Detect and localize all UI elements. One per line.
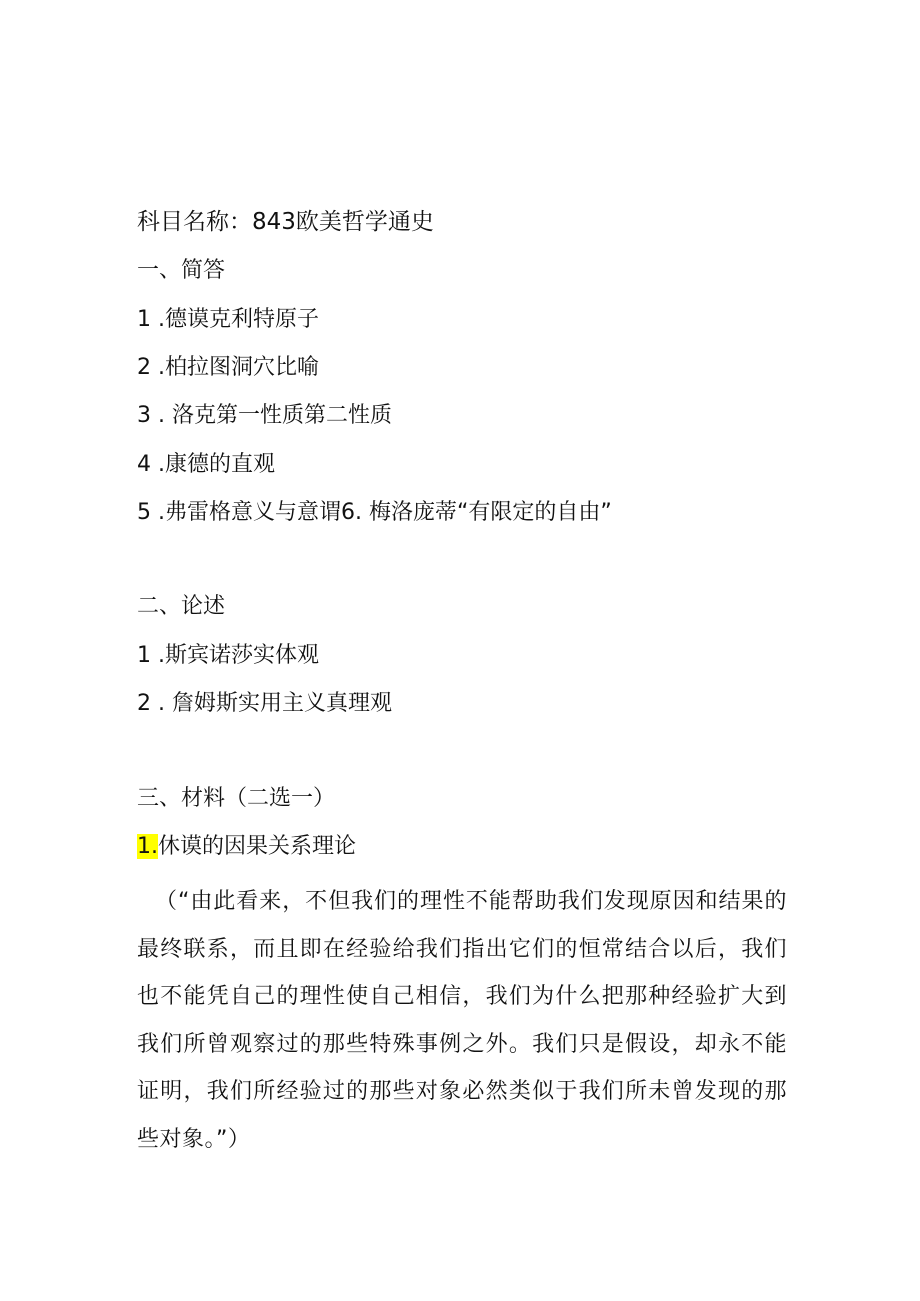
question-item: 2 . 詹姆斯实用主义真理观 [137, 691, 392, 716]
question-item: 1 .德谟克利特原子 [137, 307, 319, 332]
question-item: 1 .斯宾诺莎实体观 [137, 643, 319, 668]
question-item-title: 休谟的因果关系理论 [158, 834, 357, 859]
question-item: 3 . 洛克第一性质第二性质 [137, 403, 392, 428]
question-item: 2 .柏拉图洞穴比喻 [137, 355, 319, 380]
question-item: 4 .康德的直观 [137, 452, 275, 477]
section-heading-material: 三、材料（二选一） [137, 786, 336, 811]
subject-title: 科目名称：843欧美哲学通史 [137, 209, 434, 235]
highlighted-number: 1. [137, 834, 158, 859]
section-heading-essay: 二、论述 [137, 594, 226, 619]
section-heading-short-answer: 一、简答 [137, 258, 226, 283]
question-item [137, 832, 356, 862]
material-quote-paragraph: （“由此看来，不但我们的理性不能帮助我们发现原因和结果的最终联系，而且即在经验给我们指出它们的恒常结合以后，我们也不能凭自己的理性使自己相信，我们为什么把那种经验扩大到我们所曾观察过的那些特殊事例之外。我们只是假设，却永不能证明，我们所经验过的那些对象必然类似于我们所未曾发现的那些对象。”） [137, 889, 787, 1152]
question-item: 5 .弗雷格意义与意谓6. 梅洛庞蒂“有限定的自由” [137, 500, 612, 525]
